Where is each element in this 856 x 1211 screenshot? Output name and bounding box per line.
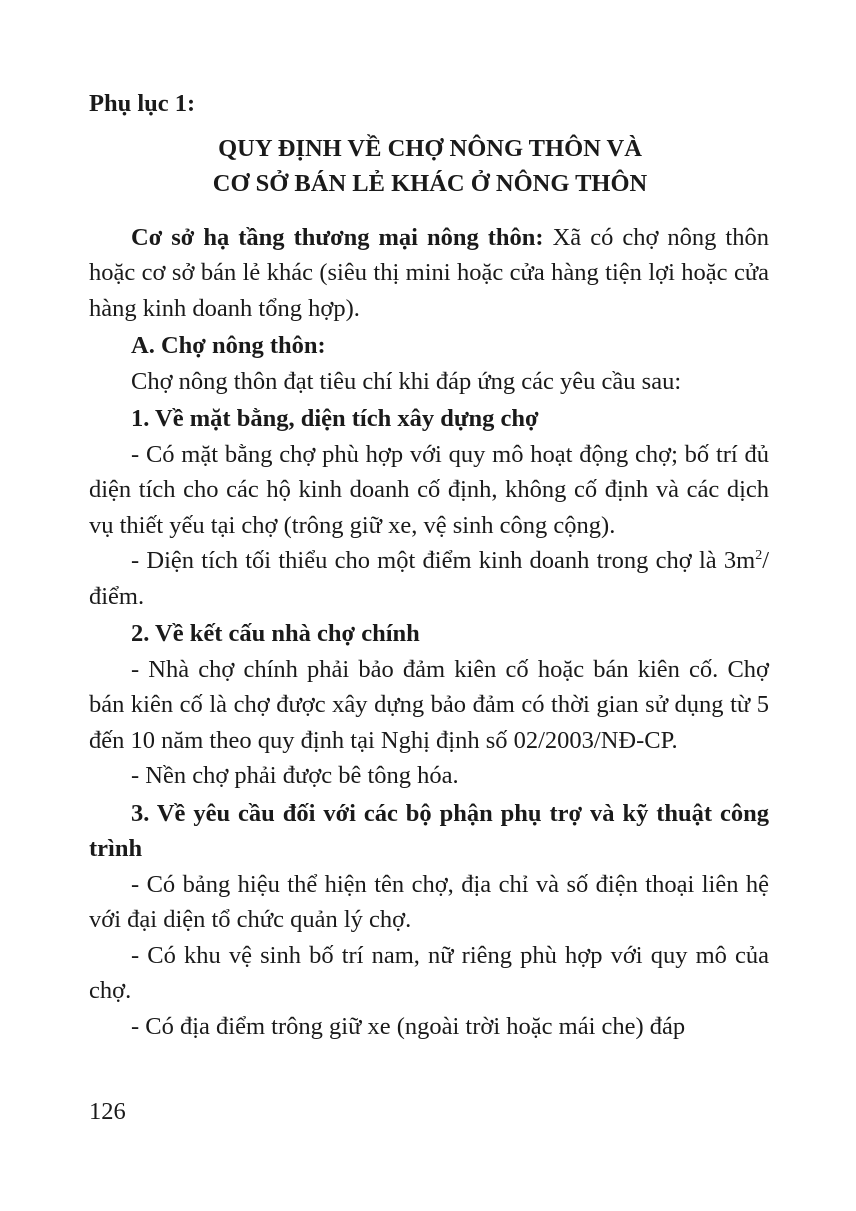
heading-1: 1. Về mặt bằng, diện tích xây dựng chợ: [131, 405, 539, 432]
title-line-2: CƠ SỞ BÁN LẺ KHÁC Ở NÔNG THÔN: [212, 170, 648, 197]
intro-bold-lead: Cơ sở hạ tầng thương mại nông thôn:: [131, 223, 544, 251]
document-title: [89, 131, 769, 202]
title-line-1: QUY ĐỊNH VỀ CHỢ NÔNG THÔN VÀ: [218, 134, 642, 162]
intro-text: Xã có chợ nông thôn hoặc cơ sở bán lẻ khác (siêu thị mini hoặc cửa hàng tiện lợi hoặc cửa hàng kinh doanh tổng hợp).: [89, 223, 769, 322]
superscript-2: 2: [755, 547, 763, 563]
document-page: [89, 86, 769, 1044]
paragraph-3c: - Có địa điểm trông giữ xe (ngoài trời hoặc mái che) đáp: [131, 1012, 686, 1040]
paragraph-1b: [89, 543, 769, 614]
heading-3: 3. Về yêu cầu đối với các bộ phận phụ trợ và kỹ thuật công trình: [89, 799, 769, 862]
heading-2: 2. Về kết cấu nhà chợ chính: [131, 620, 420, 647]
intro-paragraph: [89, 220, 769, 327]
section-a-intro: Chợ nông thôn đạt tiêu chí khi đáp ứng các yêu cầu sau:: [131, 367, 682, 395]
paragraph-1b-start: - Diện tích tối thiểu cho một điểm kinh doanh trong chợ là 3m: [131, 547, 756, 574]
paragraph-3a: - Có bảng hiệu thể hiện tên chợ, địa chỉ và số điện thoại liên hệ với đại diện tổ chức quản lý chợ.: [89, 870, 769, 933]
appendix-label: Phụ lục 1:: [89, 90, 196, 117]
section-a-heading: A. Chợ nông thôn:: [131, 332, 326, 359]
paragraph-2b: - Nền chợ phải được bê tông hóa.: [131, 762, 459, 789]
paragraph-1b-end: /điểm.: [89, 547, 769, 610]
page-number: 126: [89, 1098, 126, 1125]
paragraph-1a: - Có mặt bằng chợ phù hợp với quy mô hoạt động chợ; bố trí đủ diện tích cho các hộ kinh doanh cố định, không cố định và các dịch vụ thiết yếu tại chợ (trông giữ xe, vệ sinh công cộng).: [89, 440, 769, 539]
paragraph-2a: - Nhà chợ chính phải bảo đảm kiên cố hoặc bán kiên cố. Chợ bán kiên cố là chợ được xây dựng bảo đảm có thời gian sử dụng từ 5 đến 10 năm theo quy định tại Nghị định số 02/2003/NĐ-CP.: [89, 655, 769, 754]
paragraph-3b: - Có khu vệ sinh bố trí nam, nữ riêng phù hợp với quy mô của chợ.: [89, 941, 769, 1004]
